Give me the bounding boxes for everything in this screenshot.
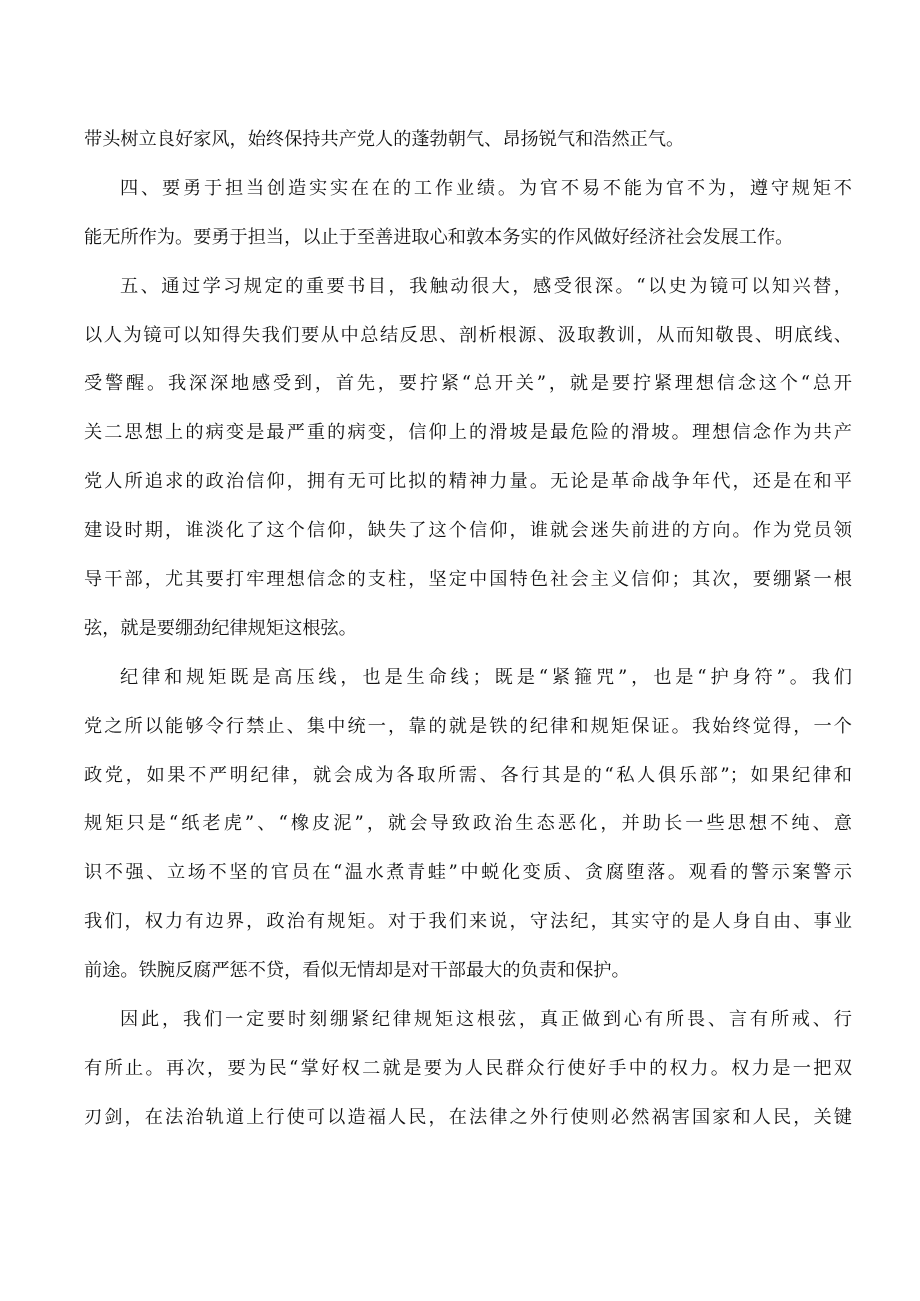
paragraph-2 <box>84 165 852 263</box>
text-line: 四、要勇于担当创造实实在在的工作业绩。为官不易不能为官不为，遵守规矩不 <box>120 177 852 199</box>
paragraph-5 <box>84 996 852 1143</box>
text-line: 刃剑，在法治轨道上行使可以造福人民，在法律之外行使则必然祸害国家和人民，关键 <box>84 1106 852 1128</box>
text-line: 党人所追求的政治信仰，拥有无可比拟的精神力量。无论是革命战争年代，还是在和平 <box>84 471 852 493</box>
text-line: 以人为镜可以知得失我们要从中总结反思、剖析根源、汲取教训，从而知敬畏、明底线、 <box>84 324 852 346</box>
text-line: 受警醒。我深深地感受到，首先，要拧紧“总开关”，就是要拧紧理想信念这个“总开 <box>84 373 852 395</box>
text-line: 政党，如果不严明纪律，就会成为各取所需、各行其是的“私人俱乐部”；如果纪律和 <box>84 764 852 786</box>
text-line: 规矩只是“纸老虎”、“橡皮泥”，就会导致政治生态恶化，并助长一些思想不纯、意 <box>84 813 852 835</box>
text-line: 弦，就是要绷劲纪律规矩这根弦。 <box>84 617 357 639</box>
paragraph-3 <box>84 263 852 654</box>
paragraph-1 <box>84 116 852 165</box>
text-line: 因此，我们一定要时刻绷紧纪律规矩这根弦，真正做到心有所畏、言有所戒、行 <box>120 1009 852 1031</box>
text-line: 我们，权力有边界，政治有规矩。对于我们来说，守法纪，其实守的是人身自由、事业 <box>84 911 852 933</box>
text-line: 前途。铁腕反腐严惩不贷，看似无情却是对干部最大的负责和保护。 <box>84 960 630 982</box>
text-line: 识不强、立场不坚的官员在“温水煮青蛙”中蜕化变质、贪腐堕落。观看的警示案警示 <box>84 862 852 884</box>
text-line: 建设时期，谁淡化了这个信仰，缺失了这个信仰，谁就会迷失前进的方向。作为党员领 <box>84 520 852 542</box>
text-line: 纪律和规矩既是高压线，也是生命线；既是“紧箍咒”，也是“护身符”。我们 <box>120 666 852 688</box>
document-body <box>84 116 852 1143</box>
text-line: 带头树立良好家风，始终保持共产党人的蓬勃朝气、昂扬锐气和浩然正气。 <box>84 129 685 150</box>
text-line: 有所止。再次，要为民“掌好权二就是要为人民群众行使好手中的权力。权力是一把双 <box>84 1057 852 1079</box>
text-line: 能无所作为。要勇于担当，以止于至善进取心和敦本务实的作风做好经济社会发展工作。 <box>84 226 794 248</box>
text-line: 党之所以能够令行禁止、集中统一，靠的就是铁的纪律和规矩保证。我始终觉得，一个 <box>84 715 852 737</box>
text-line: 关二思想上的病变是最严重的病变，信仰上的滑坡是最危险的滑坡。理想信念作为共产 <box>84 422 852 444</box>
text-line: 导干部，尤其要打牢理想信念的支柱，坚定中国特色社会主义信仰；其次，要绷紧一根 <box>84 569 852 591</box>
paragraph-4 <box>84 654 852 996</box>
text-line: 五、通过学习规定的重要书目，我触动很大，感受很深。“以史为镜可以知兴替， <box>120 275 852 297</box>
